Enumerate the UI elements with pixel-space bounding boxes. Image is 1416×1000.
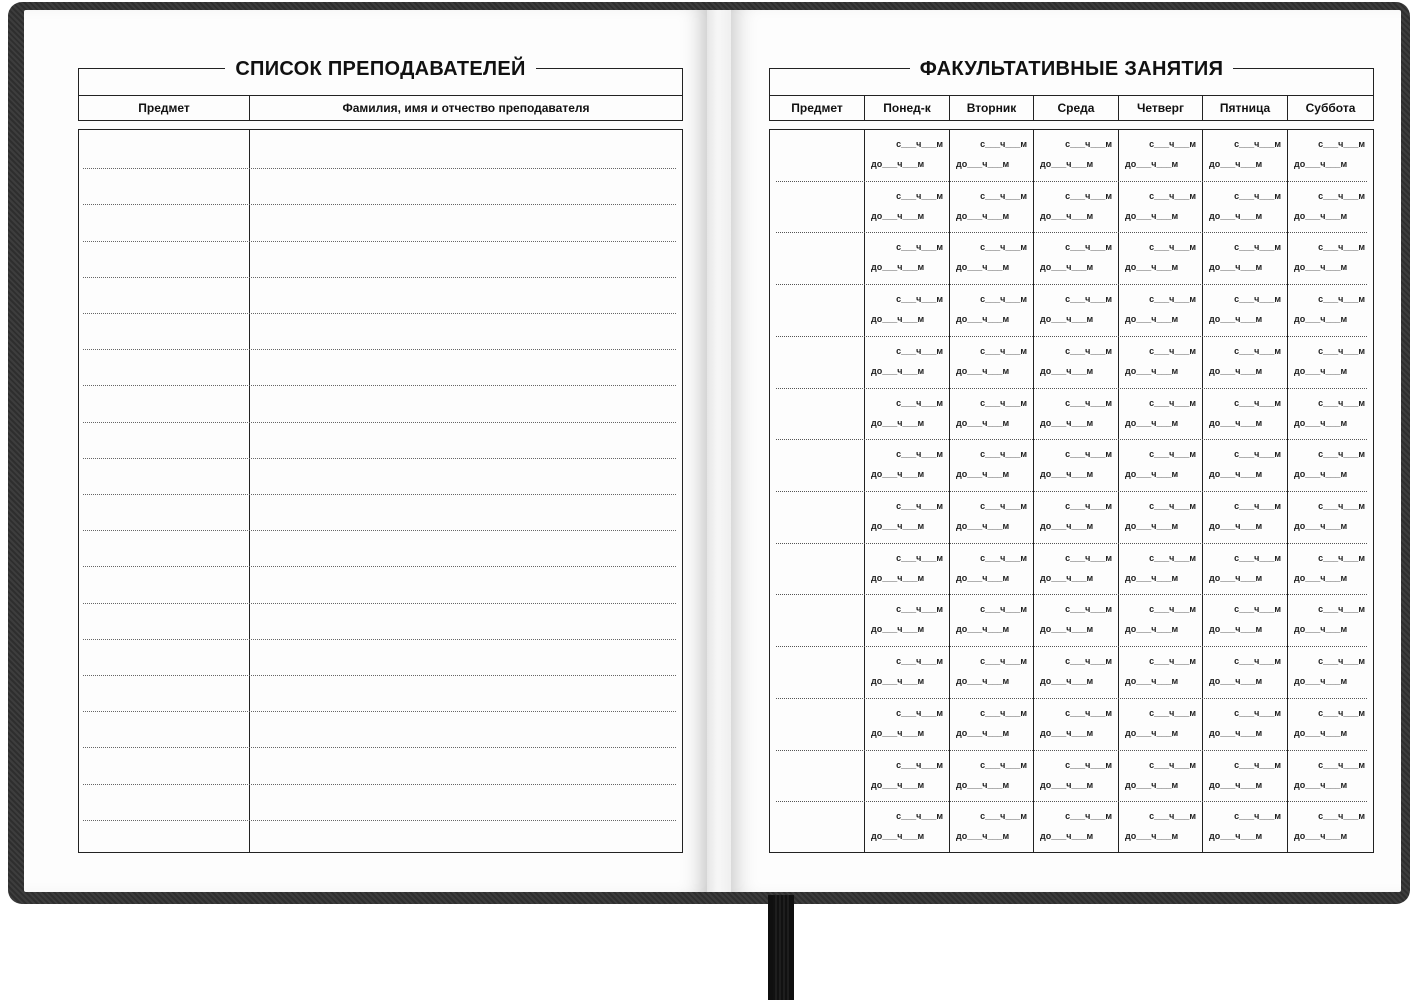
time-to-field[interactable]: до___ч___м <box>1294 417 1348 428</box>
time-from-field[interactable]: с___ч___м <box>896 707 943 718</box>
row-separator <box>776 232 1367 233</box>
row-separator <box>776 336 1367 337</box>
time-to-field[interactable]: до___ч___м <box>1040 365 1094 376</box>
writing-line <box>83 385 676 386</box>
time-to-field[interactable]: до___ч___м <box>1209 365 1263 376</box>
time-to-field[interactable]: до___ч___м <box>871 831 925 842</box>
time-to-field[interactable]: до___ч___м <box>871 779 925 790</box>
right-page <box>731 10 1401 892</box>
column-header-saturday: Суббота <box>1305 101 1356 115</box>
time-from-field[interactable]: с___ч___м <box>1065 242 1112 253</box>
time-to-field[interactable]: до___ч___м <box>956 159 1010 169</box>
time-to-field[interactable]: до___ч___м <box>871 314 925 325</box>
electives-table-body <box>769 129 1374 853</box>
column-header-thursday: Четверг <box>1119 96 1203 120</box>
writing-line <box>83 530 676 531</box>
time-from-field[interactable]: с___ч___м <box>1234 190 1281 201</box>
writing-line <box>83 458 676 459</box>
time-to-field[interactable]: до___ч___м <box>1209 831 1263 842</box>
writing-line <box>83 204 676 205</box>
time-to-field[interactable]: до___ч___м <box>956 314 1010 325</box>
time-from-field[interactable]: с___ч___м <box>1149 707 1196 718</box>
time-from-field[interactable]: с___ч___м <box>896 294 943 305</box>
time-from-field[interactable]: с___ч___м <box>980 604 1027 615</box>
time-from-field[interactable]: с___ч___м <box>980 449 1027 460</box>
writing-line <box>83 422 676 423</box>
writing-line <box>83 313 676 314</box>
time-to-field[interactable]: до___ч___м <box>1125 779 1179 790</box>
writing-line <box>83 639 676 640</box>
time-to-field[interactable]: до___ч___м <box>1294 469 1348 480</box>
writing-line <box>83 747 676 748</box>
time-to-field[interactable]: до___ч___м <box>1040 314 1094 325</box>
time-to-field[interactable]: до___ч___м <box>1040 727 1094 738</box>
time-to-field[interactable]: до___ч___м <box>871 521 925 531</box>
column-header-subject: Предмет <box>79 96 250 120</box>
writing-line <box>83 711 676 712</box>
time-from-field[interactable]: с___ч___м <box>1065 139 1112 149</box>
time-to-field[interactable]: до___ч___м <box>956 676 1010 687</box>
time-from-field[interactable]: с___ч___м <box>1065 190 1112 201</box>
time-from-field[interactable]: с___ч___м <box>1318 811 1365 822</box>
time-from-field[interactable]: с___ч___м <box>1318 242 1365 253</box>
time-from-field[interactable]: с___ч___м <box>980 397 1027 408</box>
time-to-field[interactable]: до___ч___м <box>1294 365 1348 376</box>
time-to-field[interactable]: до___ч___м <box>1040 210 1094 221</box>
time-to-field[interactable]: до___ч___м <box>871 624 925 635</box>
time-from-field[interactable]: с___ч___м <box>1065 501 1112 511</box>
time-from-field[interactable]: с___ч___м <box>1318 397 1365 408</box>
time-from-field[interactable]: с___ч___м <box>896 811 943 822</box>
time-from-field[interactable]: с___ч___м <box>1065 397 1112 408</box>
column-header-teacher-name: Фамилия, имя и отчество преподавателя <box>342 101 590 115</box>
time-from-field[interactable]: с___ч___м <box>980 759 1027 770</box>
time-from-field[interactable]: с___ч___м <box>980 242 1027 253</box>
time-to-field[interactable]: до___ч___м <box>1294 676 1348 687</box>
time-from-field[interactable]: с___ч___м <box>1065 707 1112 718</box>
time-to-field[interactable]: до___ч___м <box>1125 727 1179 738</box>
time-from-field[interactable]: с___ч___м <box>1149 449 1196 460</box>
time-from-field[interactable]: с___ч___м <box>1234 345 1281 356</box>
time-to-field[interactable]: до___ч___м <box>1125 624 1179 635</box>
time-from-field[interactable]: с___ч___м <box>1149 656 1196 667</box>
time-from-field[interactable]: с___ч___м <box>1234 294 1281 305</box>
time-to-field[interactable]: до___ч___м <box>1125 469 1179 480</box>
time-to-field[interactable]: до___ч___м <box>1209 727 1263 738</box>
column-header-tuesday: Вторник <box>950 96 1034 120</box>
time-to-field[interactable]: до___ч___м <box>1040 572 1094 583</box>
left-page <box>24 10 707 892</box>
time-to-field[interactable]: до___ч___м <box>1040 521 1094 531</box>
time-to-field[interactable]: до___ч___м <box>956 831 1010 842</box>
time-to-field[interactable]: до___ч___м <box>1125 262 1179 273</box>
row-separator <box>776 543 1367 544</box>
time-to-field[interactable]: до___ч___м <box>956 365 1010 376</box>
time-from-field[interactable]: с___ч___м <box>1234 604 1281 615</box>
time-from-field[interactable]: с___ч___м <box>1318 139 1365 149</box>
time-to-field[interactable]: до___ч___м <box>1294 727 1348 738</box>
time-from-field[interactable]: с___ч___м <box>980 707 1027 718</box>
time-from-field[interactable]: с___ч___м <box>1318 501 1365 511</box>
time-to-field[interactable]: до___ч___м <box>871 262 925 273</box>
writing-line <box>83 241 676 242</box>
time-from-field[interactable]: с___ч___м <box>1065 811 1112 822</box>
time-from-field[interactable]: с___ч___м <box>1234 552 1281 563</box>
time-from-field[interactable]: с___ч___м <box>1065 656 1112 667</box>
time-from-field[interactable]: с___ч___м <box>1149 242 1196 253</box>
time-to-field[interactable]: до___ч___м <box>1294 779 1348 790</box>
time-from-field[interactable]: с___ч___м <box>980 345 1027 356</box>
page-title-teachers: СПИСОК ПРЕПОДАВАТЕЛЕЙ <box>225 58 535 80</box>
time-from-field[interactable]: с___ч___м <box>1149 552 1196 563</box>
time-to-field[interactable]: до___ч___м <box>1040 417 1094 428</box>
time-to-field[interactable]: до___ч___м <box>871 676 925 687</box>
time-from-field[interactable]: с___ч___м <box>1149 759 1196 770</box>
time-to-field[interactable]: до___ч___м <box>1209 417 1263 428</box>
time-from-field[interactable]: с___ч___м <box>1065 449 1112 460</box>
row-separator <box>776 439 1367 440</box>
time-to-field[interactable]: до___ч___м <box>1040 831 1094 842</box>
time-to-field[interactable]: до___ч___м <box>871 572 925 583</box>
time-to-field[interactable]: до___ч___м <box>1125 676 1179 687</box>
column-header-monday: Понед-к <box>865 96 950 120</box>
time-to-field[interactable]: до___ч___м <box>1294 262 1348 273</box>
row-separator <box>776 750 1367 751</box>
time-from-field[interactable]: с___ч___м <box>1149 190 1196 201</box>
time-to-field[interactable]: до___ч___м <box>1294 624 1348 635</box>
time-to-field[interactable]: до___ч___м <box>1040 262 1094 273</box>
time-from-field[interactable]: с___ч___м <box>980 139 1027 149</box>
time-from-field[interactable]: с___ч___м <box>1065 759 1112 770</box>
row-separator <box>776 388 1367 389</box>
time-to-field[interactable]: до___ч___м <box>1040 469 1094 480</box>
time-from-field[interactable]: с___ч___м <box>1234 397 1281 408</box>
time-to-field[interactable]: до___ч___м <box>1040 624 1094 635</box>
writing-line <box>83 784 676 785</box>
time-to-field[interactable]: до___ч___м <box>1294 831 1348 842</box>
time-from-field[interactable]: с___ч___м <box>1318 604 1365 615</box>
row-separator <box>776 181 1367 182</box>
time-to-field[interactable]: до___ч___м <box>1294 572 1348 583</box>
time-from-field[interactable]: с___ч___м <box>980 190 1027 201</box>
time-from-field[interactable]: с___ч___м <box>1318 552 1365 563</box>
time-to-field[interactable]: до___ч___м <box>956 469 1010 480</box>
time-to-field[interactable]: до___ч___м <box>1294 314 1348 325</box>
time-to-field[interactable]: до___ч___м <box>956 779 1010 790</box>
time-from-field[interactable]: с___ч___м <box>1234 707 1281 718</box>
writing-line <box>83 820 676 821</box>
teachers-table-header <box>78 58 683 121</box>
time-from-field[interactable]: с___ч___м <box>1318 190 1365 201</box>
writing-line <box>83 277 676 278</box>
book-gutter <box>707 10 731 892</box>
time-to-field[interactable]: до___ч___м <box>956 262 1010 273</box>
time-to-field[interactable]: до___ч___м <box>956 624 1010 635</box>
time-from-field[interactable]: с___ч___м <box>1065 552 1112 563</box>
time-to-field[interactable]: до___ч___м <box>1209 779 1263 790</box>
teachers-table-body <box>78 129 683 853</box>
bookmark-ribbon <box>768 895 794 1000</box>
time-to-field[interactable]: до___ч___м <box>1125 572 1179 583</box>
time-from-field[interactable]: с___ч___м <box>896 449 943 460</box>
time-from-field[interactable]: с___ч___м <box>896 139 943 149</box>
time-to-field[interactable]: до___ч___м <box>1040 779 1094 790</box>
writing-line <box>83 349 676 350</box>
time-from-field[interactable]: с___ч___м <box>896 397 943 408</box>
time-from-field[interactable]: с___ч___м <box>1065 294 1112 305</box>
time-to-field[interactable]: до___ч___м <box>1125 210 1179 221</box>
time-from-field[interactable]: с___ч___м <box>1234 811 1281 822</box>
time-from-field[interactable]: с___ч___м <box>1318 707 1365 718</box>
time-to-field[interactable]: до___ч___м <box>1209 676 1263 687</box>
row-separator <box>776 594 1367 595</box>
time-to-field[interactable]: до___ч___м <box>1125 521 1179 531</box>
time-from-field[interactable]: с___ч___м <box>1065 604 1112 615</box>
time-to-field[interactable]: до___ч___м <box>1125 365 1179 376</box>
time-from-field[interactable]: с___ч___м <box>1234 139 1281 149</box>
time-to-field[interactable]: до___ч___м <box>1294 210 1348 221</box>
writing-line <box>83 675 676 676</box>
time-to-field[interactable]: до___ч___м <box>1125 159 1179 169</box>
time-from-field[interactable]: с___ч___м <box>980 501 1027 511</box>
time-from-field[interactable]: с___ч___м <box>896 242 943 253</box>
row-separator <box>776 284 1367 285</box>
time-to-field[interactable]: до___ч___м <box>1209 314 1263 325</box>
time-to-field[interactable]: до___ч___м <box>1209 572 1263 583</box>
row-separator <box>776 646 1367 647</box>
time-to-field[interactable]: до___ч___м <box>871 417 925 428</box>
time-from-field[interactable]: с___ч___м <box>896 552 943 563</box>
time-to-field[interactable]: до___ч___м <box>1040 676 1094 687</box>
time-to-field[interactable]: до___ч___м <box>871 469 925 480</box>
time-from-field[interactable]: с___ч___м <box>896 190 943 201</box>
time-from-field[interactable]: с___ч___м <box>896 345 943 356</box>
row-separator <box>776 801 1367 802</box>
column-header-friday: Пятница <box>1203 96 1288 120</box>
time-from-field[interactable]: с___ч___м <box>1234 501 1281 511</box>
row-separator <box>776 698 1367 699</box>
time-from-field[interactable]: с___ч___м <box>896 604 943 615</box>
time-from-field[interactable]: с___ч___м <box>1318 449 1365 460</box>
time-from-field[interactable]: с___ч___м <box>980 552 1027 563</box>
time-to-field[interactable]: до___ч___м <box>956 572 1010 583</box>
time-from-field[interactable]: с___ч___м <box>1149 811 1196 822</box>
time-to-field[interactable]: до___ч___м <box>1209 624 1263 635</box>
time-to-field[interactable]: до___ч___м <box>1040 159 1094 169</box>
time-from-field[interactable]: с___ч___м <box>1318 759 1365 770</box>
time-from-field[interactable]: с___ч___м <box>980 811 1027 822</box>
time-from-field[interactable]: с___ч___м <box>980 294 1027 305</box>
time-to-field[interactable]: до___ч___м <box>1209 469 1263 480</box>
time-from-field[interactable]: с___ч___м <box>1149 139 1196 149</box>
time-from-field[interactable]: с___ч___м <box>1149 397 1196 408</box>
writing-line <box>83 168 676 169</box>
time-from-field[interactable]: с___ч___м <box>896 501 943 511</box>
time-from-field[interactable]: с___ч___м <box>1234 759 1281 770</box>
time-to-field[interactable]: до___ч___м <box>1209 159 1263 169</box>
time-to-field[interactable]: до___ч___м <box>1125 417 1179 428</box>
time-from-field[interactable]: с___ч___м <box>1149 501 1196 511</box>
column-header-subject: Предмет <box>770 96 865 120</box>
column-header-wednesday: Среда <box>1034 96 1119 120</box>
time-from-field[interactable]: с___ч___м <box>896 759 943 770</box>
time-to-field[interactable]: до___ч___м <box>1125 314 1179 325</box>
time-from-field[interactable]: с___ч___м <box>1065 345 1112 356</box>
row-separator <box>776 491 1367 492</box>
writing-line <box>83 603 676 604</box>
time-from-field[interactable]: с___ч___м <box>1149 345 1196 356</box>
time-from-field[interactable]: с___ч___м <box>980 656 1027 667</box>
time-from-field[interactable]: с___ч___м <box>1149 604 1196 615</box>
time-to-field[interactable]: до___ч___м <box>871 210 925 221</box>
writing-line <box>83 566 676 567</box>
time-to-field[interactable]: до___ч___м <box>1125 831 1179 842</box>
time-from-field[interactable]: с___ч___м <box>1318 656 1365 667</box>
time-from-field[interactable]: с___ч___м <box>1149 294 1196 305</box>
electives-table-header <box>769 58 1374 121</box>
time-to-field[interactable]: до___ч___м <box>956 417 1010 428</box>
time-to-field[interactable]: до___ч___м <box>956 521 1010 531</box>
time-to-field[interactable]: до___ч___м <box>1294 159 1348 169</box>
time-to-field[interactable]: до___ч___м <box>871 159 925 169</box>
time-from-field[interactable]: с___ч___м <box>1234 656 1281 667</box>
time-to-field[interactable]: до___ч___м <box>1209 210 1263 221</box>
time-from-field[interactable]: с___ч___м <box>1234 449 1281 460</box>
time-to-field[interactable]: до___ч___м <box>956 210 1010 221</box>
time-from-field[interactable]: с___ч___м <box>1318 294 1365 305</box>
time-from-field[interactable]: с___ч___м <box>1318 345 1365 356</box>
time-to-field[interactable]: до___ч___м <box>1294 521 1348 531</box>
time-to-field[interactable]: до___ч___м <box>1209 262 1263 273</box>
time-to-field[interactable]: до___ч___м <box>956 727 1010 738</box>
time-to-field[interactable]: до___ч___м <box>871 727 925 738</box>
time-from-field[interactable]: с___ч___м <box>896 656 943 667</box>
time-from-field[interactable]: с___ч___м <box>1234 242 1281 253</box>
writing-line <box>83 494 676 495</box>
time-to-field[interactable]: до___ч___м <box>871 365 925 376</box>
page-title-electives: ФАКУЛЬТАТИВНЫЕ ЗАНЯТИЯ <box>910 58 1234 80</box>
time-to-field[interactable]: до___ч___м <box>1209 521 1263 531</box>
